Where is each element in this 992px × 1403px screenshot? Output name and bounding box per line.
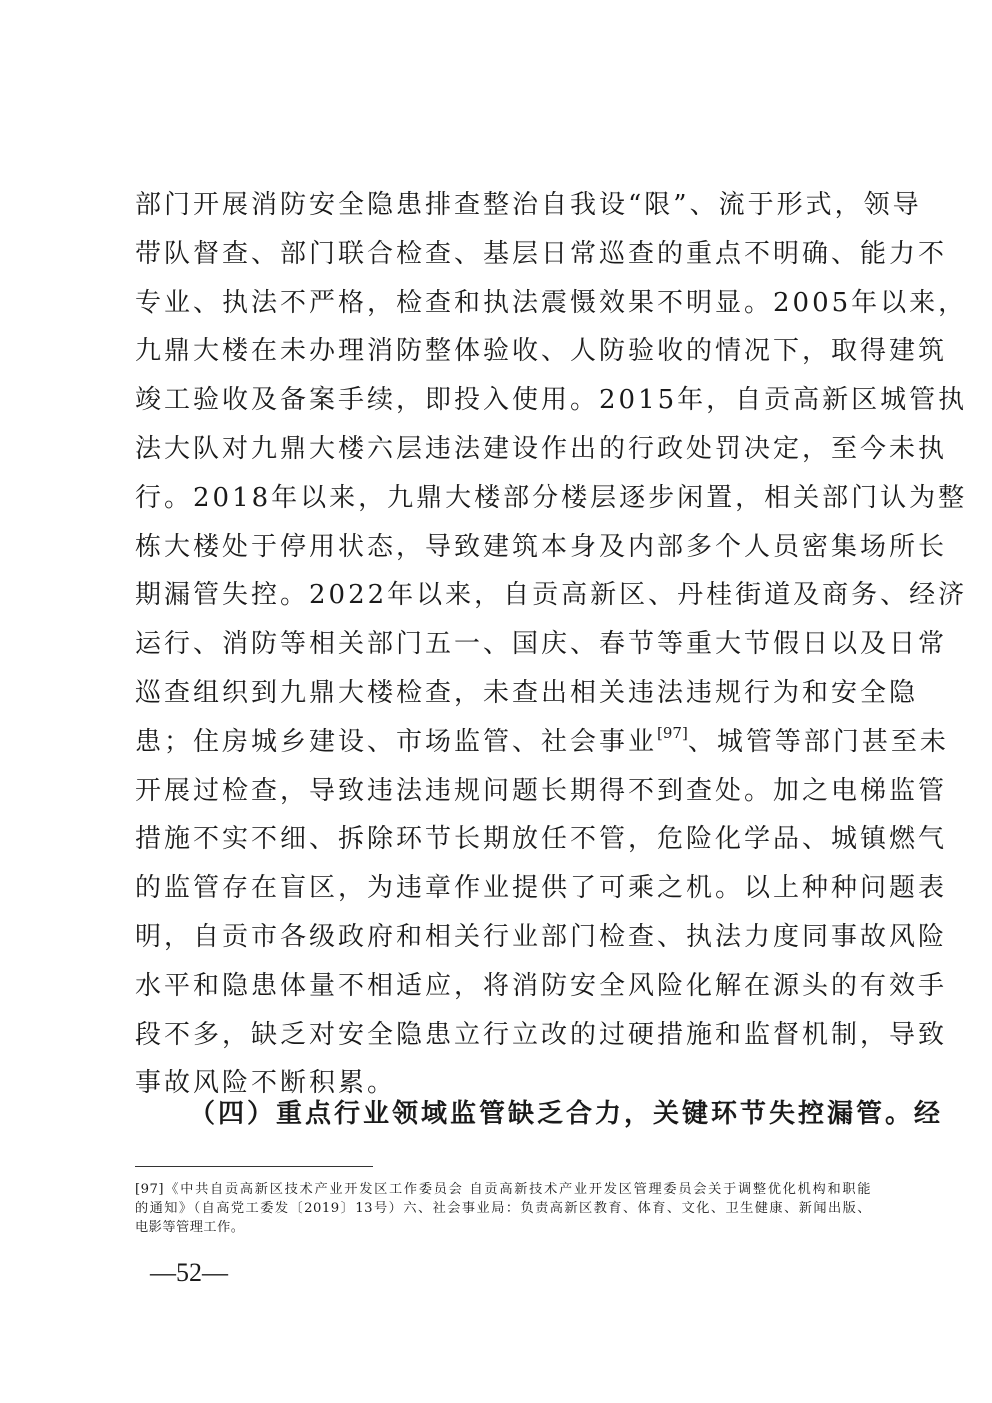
text-line: 专业、执法不严格，检查和执法震慑效果不明显。2005年以来， (135, 287, 968, 318)
footnote (135, 1180, 871, 1237)
text-line: 法大队对九鼎大楼六层违法建设作出的行政处罚决定，至今未执 (135, 433, 948, 464)
footnote-line: 的通知》（自高党工委发〔2019〕13号）六、社会事业局：负责高新区教育、体育、文化、卫生健康、新闻出版、 (135, 1201, 871, 1216)
section-heading-text: （四）重点行业领域监管缺乏合力，关键环节失控漏管。经 (189, 1099, 944, 1129)
page-number: —52— (150, 1258, 228, 1287)
text-line: 带队督查、部门联合检查、基层日常巡查的重点不明确、能力不 (135, 238, 948, 269)
text-line: 行。2018年以来，九鼎大楼部分楼层逐步闲置，相关部门认为整 (135, 482, 968, 513)
text-line: 水平和隐患体量不相适应，将消防安全风险化解在源头的有效手 (135, 970, 948, 1001)
text-segment: 、城管等部门甚至未 (687, 726, 949, 757)
footnote-reference[interactable]: [97] (657, 723, 688, 742)
text-line: 竣工验收及备案手续，即投入使用。2015年，自贡高新区城管执 (135, 385, 968, 416)
text-line: 明，自贡市各级政府和相关行业部门检查、执法力度同事故风险 (135, 921, 948, 952)
footnote-divider (135, 1166, 373, 1167)
text-line: 事故风险不断积累。 (135, 1068, 397, 1099)
text-line: 部门开展消防安全隐患排查整治自我设“限”、流于形式，领导 (135, 190, 922, 220)
text-line: 期漏管失控。2022年以来，自贡高新区、丹桂街道及商务、经济 (135, 580, 968, 611)
text-line: 栋大楼处于停用状态，导致建筑本身及内部多个人员密集场所长 (135, 531, 948, 562)
footnote-line: [97]《中共自贡高新区技术产业开发区工作委员会 自贡高新技术产业开发区管理委员会关于调整优化机构和职能 (135, 1182, 871, 1197)
text-line: 运行、消防等相关部门五一、国庆、春节等重大节假日以及日常 (135, 629, 948, 660)
text-line: 九鼎大楼在未办理消防整体验收、人防验收的情况下，取得建筑 (135, 336, 948, 367)
section-heading (135, 1090, 944, 1138)
footnote-line: 电影等管理工作。 (135, 1220, 245, 1235)
text-line: 措施不实不细、拆除环节长期放任不管，危险化学品、城镇燃气 (135, 824, 948, 855)
text-line: 段不多，缺乏对安全隐患立行立改的过硬措施和监督机制，导致 (135, 1019, 948, 1050)
text-line: 开展过检查，导致违法违规问题长期得不到查处。加之电梯监管 (135, 775, 948, 806)
text-line-with-reference (135, 718, 949, 767)
body-text (135, 181, 968, 1108)
text-segment: 患；住房城乡建设、市场监管、社会事业 (135, 726, 658, 757)
text-line: 的监管存在盲区，为违章作业提供了可乘之机。以上种种问题表 (135, 873, 948, 904)
text-line: 巡查组织到九鼎大楼检查，未查出相关违法违规行为和安全隐 (135, 677, 919, 708)
